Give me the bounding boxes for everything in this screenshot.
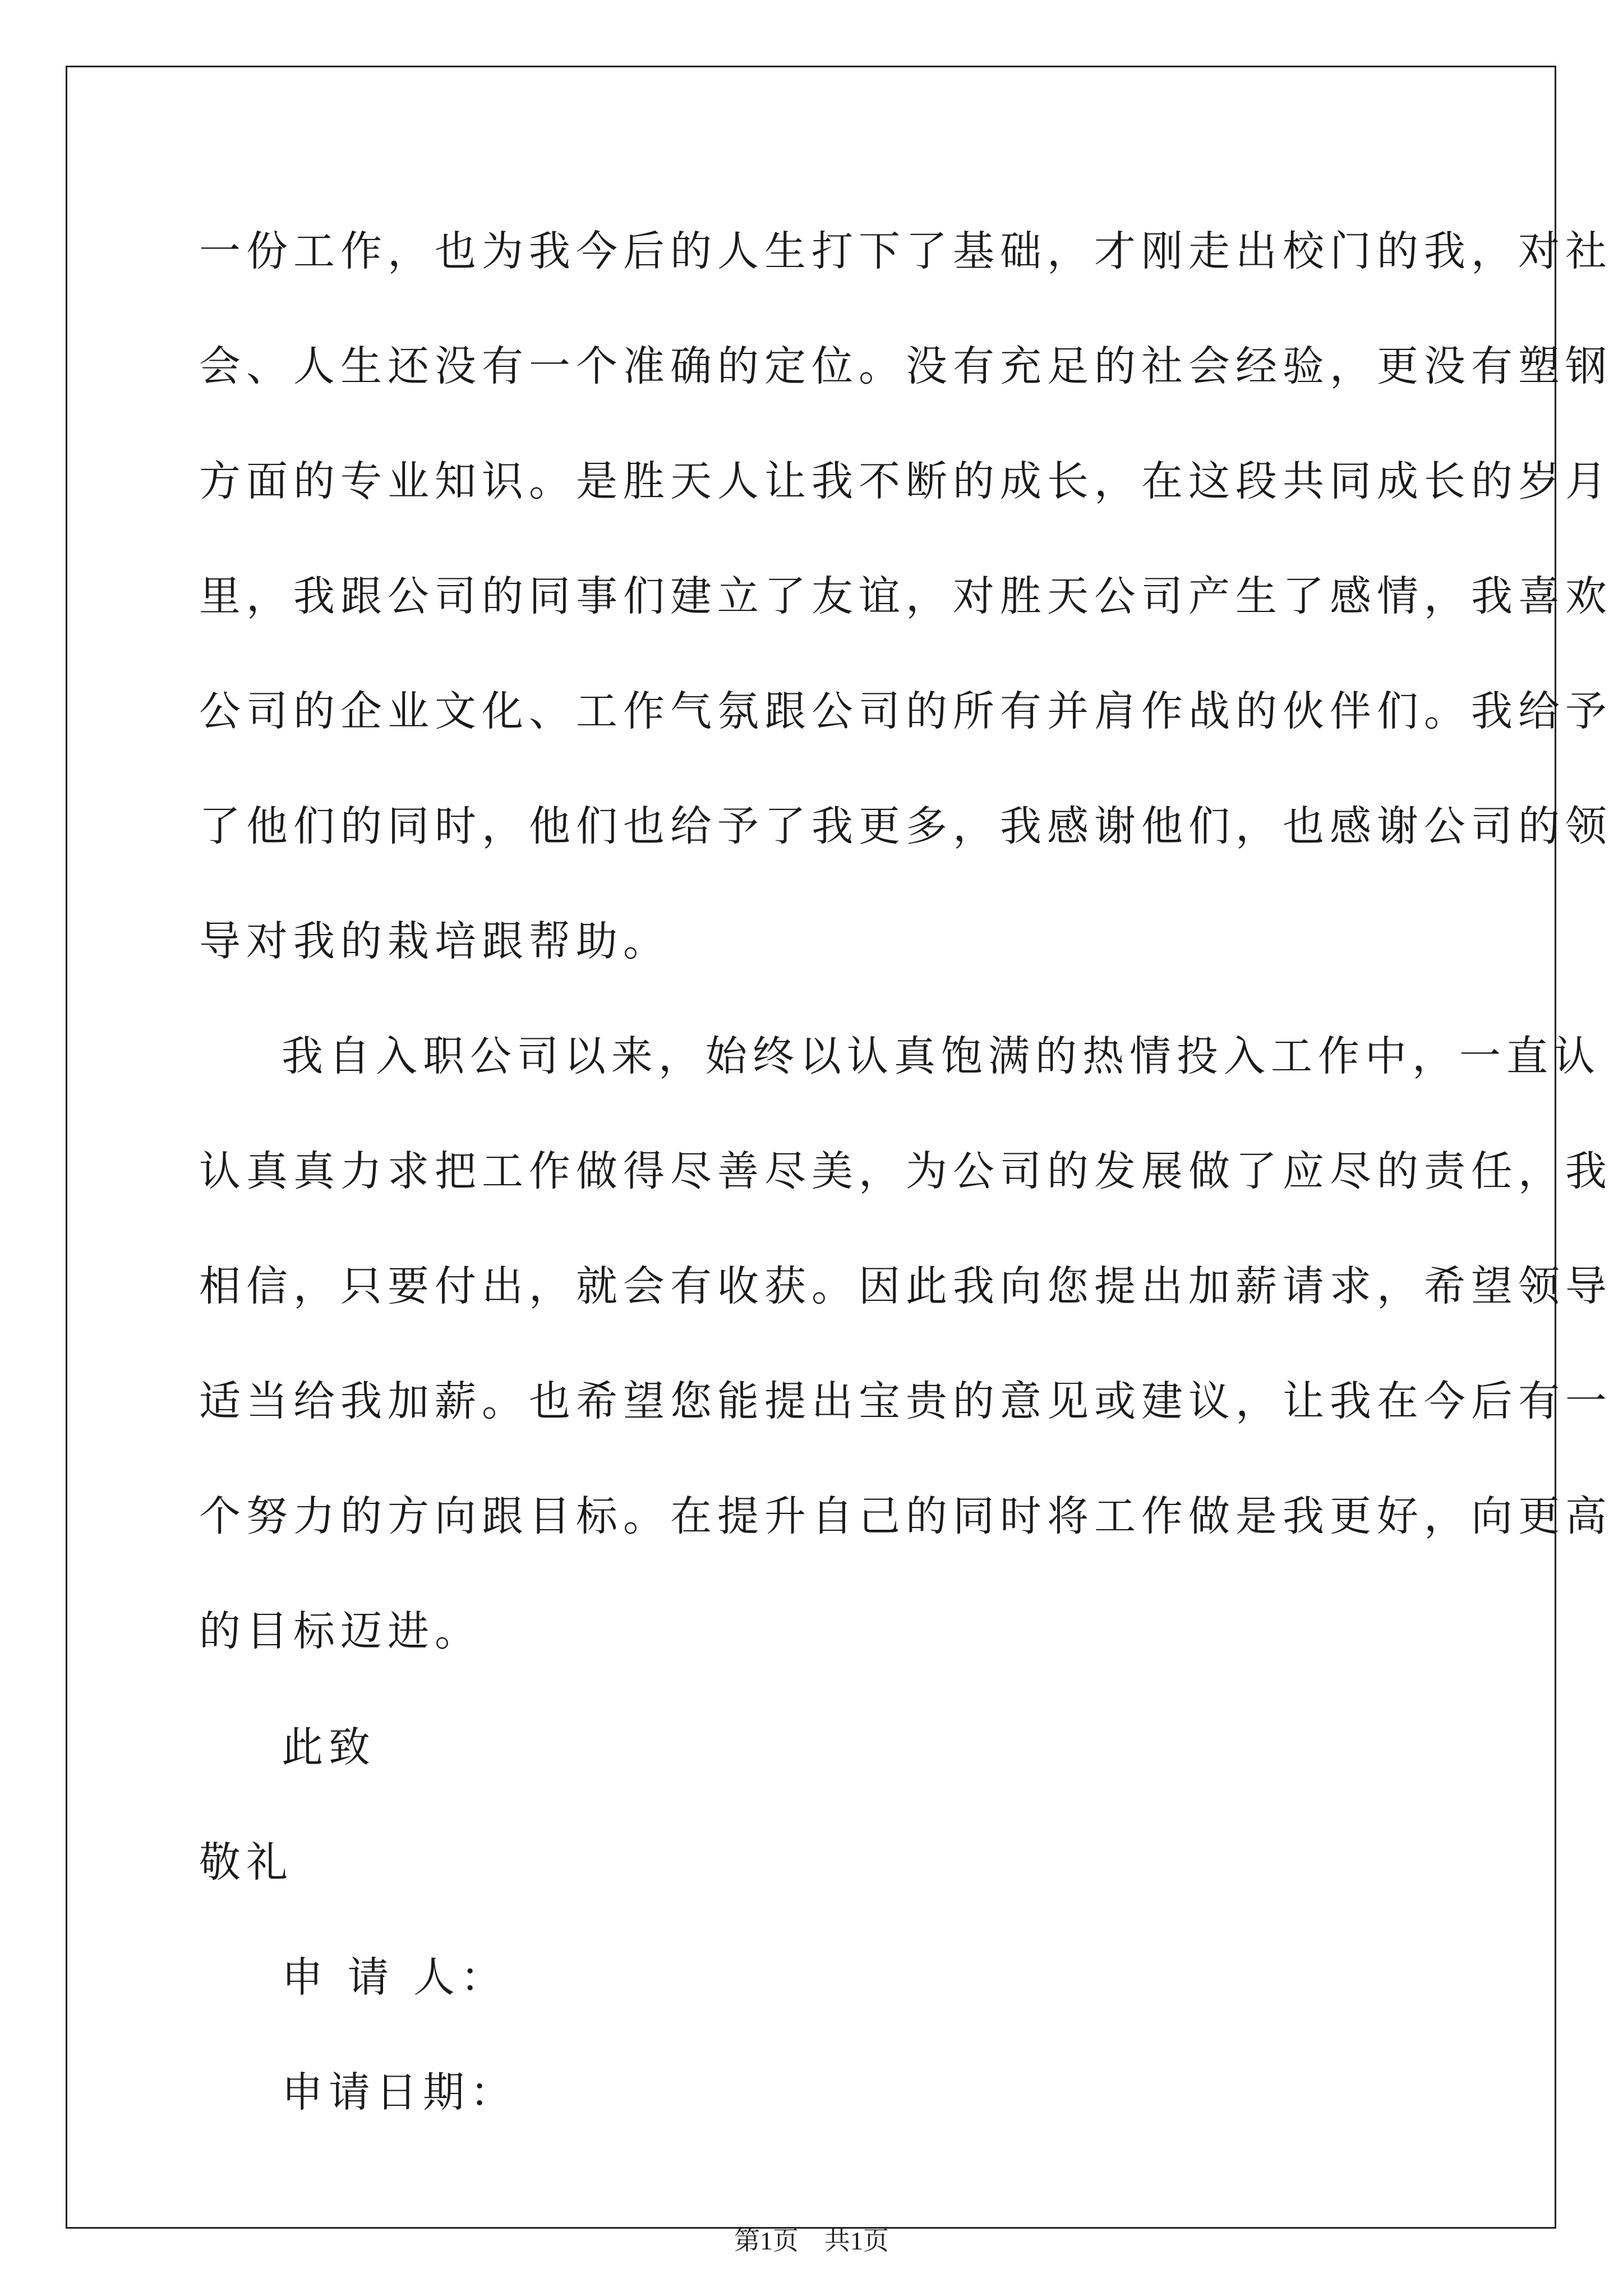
paragraph1-line-2: 会、人生还没有一个准确的定位。没有充足的社会经验，更没有塑钢 — [199, 342, 1612, 390]
paragraph1-line-5: 公司的企业文化、工作气氛跟公司的所有并肩作战的伙伴们。我给予 — [199, 687, 1612, 735]
paragraph2-line-4: 适当给我加薪。也希望您能提出宝贵的意见或建议，让我在今后有一 — [199, 1377, 1612, 1425]
paragraph1-line-7: 导对我的栽培跟帮助。 — [199, 917, 670, 965]
paragraph1-line-4: 里，我跟公司的同事们建立了友谊，对胜天公司产生了感情，我喜欢 — [199, 572, 1612, 620]
paragraph2-line-2: 认真真力求把工作做得尽善尽美，为公司的发展做了应尽的责任，我 — [199, 1147, 1612, 1195]
paragraph1-line-6: 了他们的同时，他们也给予了我更多，我感谢他们，也感谢公司的领 — [199, 802, 1612, 850]
application-date-label: 申请日期： — [282, 2068, 517, 2116]
paragraph1-line-3: 方面的专业知识。是胜天人让我不断的成长，在这段共同成长的岁月 — [199, 457, 1612, 505]
closing-text: 此致 — [282, 1723, 376, 1772]
paragraph2-line-3: 相信，只要付出，就会有收获。因此我向您提出加薪请求，希望领导 — [199, 1262, 1612, 1310]
page-number-footer: 第1页 共1页 — [734, 2226, 889, 2255]
salutation-text: 敬礼 — [199, 1838, 293, 1887]
paragraph1-line-1: 一份工作，也为我今后的人生打下了基础，才刚走出校门的我，对社 — [199, 227, 1612, 275]
paragraph2-line-1: 我自入职公司以来，始终以认真饱满的热情投入工作中，一直认 — [282, 1032, 1601, 1080]
applicant-label: 申 请 人： — [282, 1953, 508, 2001]
paragraph2-line-6: 的目标迈进。 — [199, 1607, 482, 1655]
paragraph2-line-5: 个努力的方向跟目标。在提升自己的同时将工作做是我更好，向更高 — [199, 1492, 1612, 1540]
